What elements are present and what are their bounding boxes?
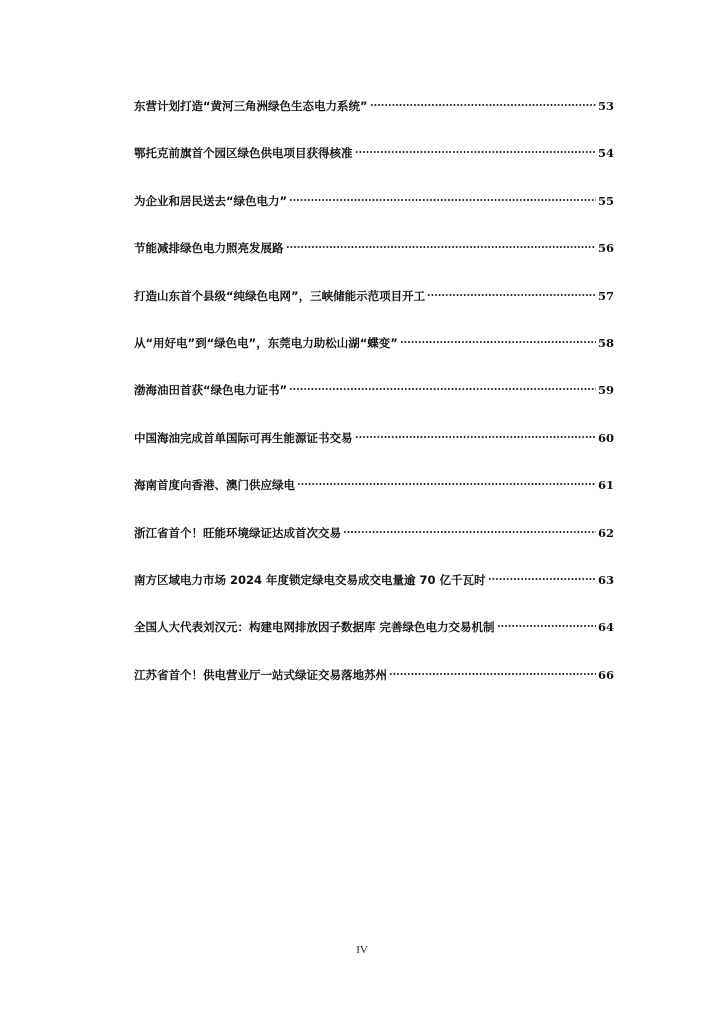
toc-entry-title[interactable]: 为企业和居民送去“绿色电力” — [134, 193, 288, 208]
toc-entry-title[interactable]: 江苏省首个！供电营业厅一站式绿证交易落地苏州 — [134, 667, 387, 682]
toc-entry-title[interactable]: 渤海油田首获“绿色电力证书” — [134, 383, 288, 398]
toc-dot-leader — [297, 482, 596, 486]
toc-entry[interactable] — [134, 617, 614, 664]
toc-entry[interactable] — [134, 191, 614, 238]
toc-dot-leader — [289, 198, 596, 202]
toc-entry[interactable] — [134, 570, 614, 617]
toc-entry-title[interactable]: 鄂托克前旗首个园区绿色供电项目获得核准 — [134, 146, 353, 161]
toc-entry[interactable] — [134, 333, 614, 380]
toc-dot-leader — [400, 340, 596, 344]
toc-dot-leader — [355, 435, 596, 439]
toc-entry[interactable] — [134, 665, 614, 712]
toc-entry-page[interactable]: 61 — [597, 478, 614, 493]
toc-entry-title[interactable]: 中国海油完成首单国际可再生能源证书交易 — [134, 430, 353, 445]
toc-dot-leader — [488, 577, 596, 581]
toc-dot-leader — [497, 624, 596, 628]
toc-dot-leader — [289, 387, 596, 391]
toc-entry-title[interactable]: 打造山东首个县级“纯绿色电网”，三峡储能示范项目开工 — [134, 288, 426, 303]
toc-entry-title[interactable]: 东营计划打造“黄河三角洲绿色生态电力系统” — [134, 99, 368, 113]
toc-entry-page[interactable]: 59 — [597, 383, 614, 398]
toc-dot-leader — [355, 150, 596, 154]
toc-entry-title[interactable]: 海南首度向香港、澳门供应绿电 — [134, 478, 295, 493]
toc-entry-page[interactable]: 62 — [597, 525, 614, 540]
toc-entry-page[interactable]: 66 — [597, 667, 614, 682]
table-of-contents — [134, 96, 614, 712]
toc-dot-leader — [370, 103, 596, 107]
toc-entry-title[interactable]: 南方区域电力市场 2024 年度锁定绿电交易成交电量逾 70 亿千瓦时 — [134, 572, 486, 587]
toc-entry[interactable] — [134, 96, 614, 143]
toc-entry[interactable] — [134, 380, 614, 427]
toc-entry-title[interactable]: 全国人大代表刘汉元：构建电网排放因子数据库 完善绿色电力交易机制 — [134, 620, 495, 635]
toc-dot-leader — [343, 530, 596, 534]
toc-entry-page[interactable]: 63 — [597, 572, 614, 587]
toc-dot-leader — [389, 672, 596, 676]
toc-entry-title[interactable]: 节能减排绿色电力照亮发展路 — [134, 241, 284, 256]
toc-entry-page[interactable]: 64 — [597, 620, 614, 635]
toc-entry-page[interactable]: 54 — [597, 146, 614, 161]
toc-dot-leader — [286, 245, 596, 249]
toc-entry-page[interactable]: 53 — [597, 99, 614, 113]
page-number: IV — [356, 944, 368, 956]
toc-entry-page[interactable]: 55 — [597, 193, 614, 208]
toc-entry-page[interactable]: 57 — [597, 288, 614, 303]
toc-dot-leader — [427, 293, 596, 297]
toc-entry-page[interactable]: 58 — [597, 335, 614, 350]
toc-entry[interactable] — [134, 286, 614, 333]
toc-entry[interactable] — [134, 143, 614, 190]
toc-entry-title[interactable]: 浙江省首个！旺能环境绿证达成首次交易 — [134, 525, 341, 540]
toc-entry[interactable] — [134, 238, 614, 285]
toc-entry[interactable] — [134, 475, 614, 522]
toc-entry[interactable] — [134, 523, 614, 570]
toc-entry-page[interactable]: 56 — [597, 241, 614, 256]
toc-entry-page[interactable]: 60 — [597, 430, 614, 445]
toc-entry[interactable] — [134, 428, 614, 475]
toc-entry-title[interactable]: 从“用好电”到“绿色电”，东莞电力助松山湖“蝶变” — [134, 335, 398, 350]
